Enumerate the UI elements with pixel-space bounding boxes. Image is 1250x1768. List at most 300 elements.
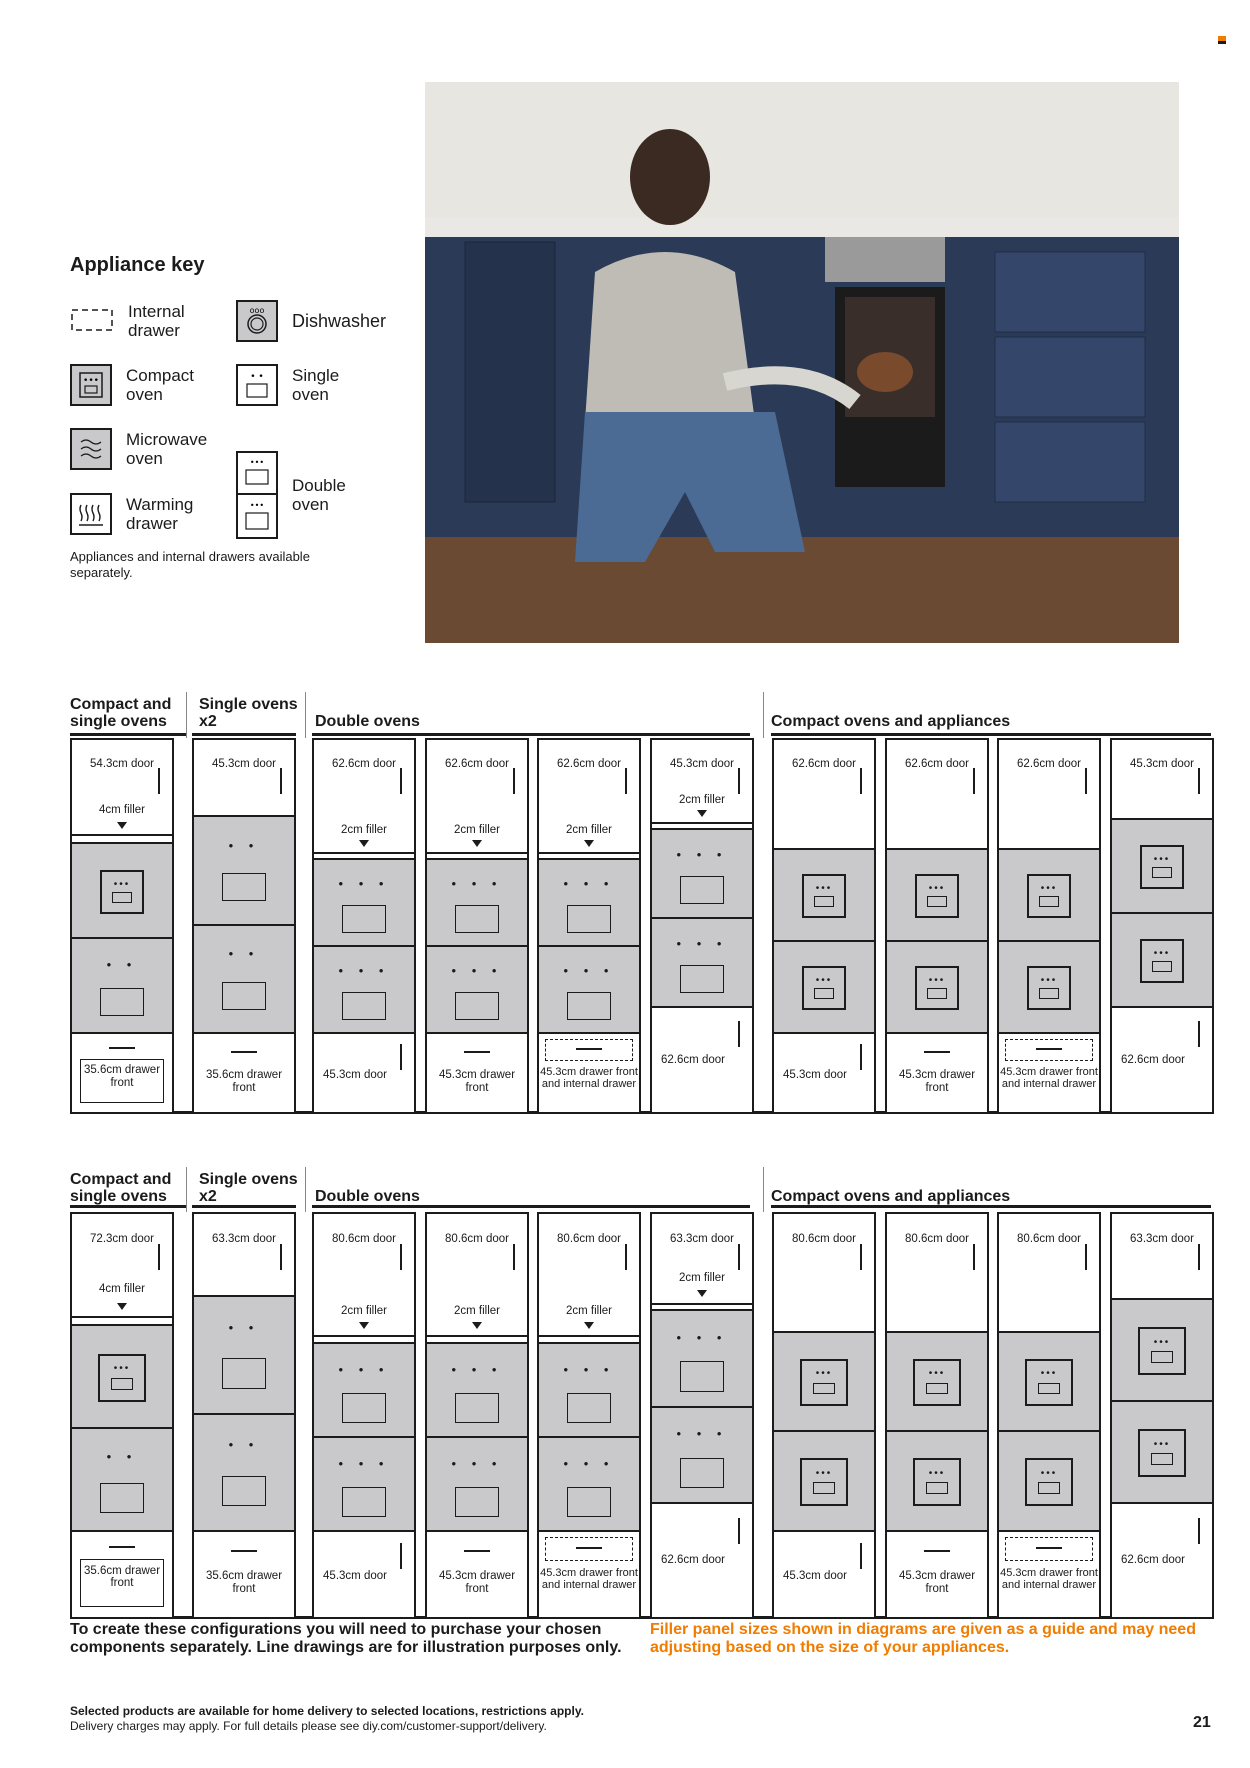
section-rule-3 <box>312 1205 750 1208</box>
door-handle <box>973 1244 975 1270</box>
key-dishwasher-label: Dishwasher <box>292 310 387 331</box>
filler-arrow-icon <box>697 810 707 817</box>
filler-strip <box>314 1335 414 1341</box>
oven-window <box>112 892 132 903</box>
control-dots: • • <box>106 957 138 972</box>
compact-oven-icon <box>1140 939 1184 983</box>
top-door-panel <box>194 740 294 815</box>
cabinet-column <box>312 738 416 1114</box>
section-rule-1 <box>70 1205 186 1208</box>
oven-window <box>927 988 947 999</box>
bottom-panel <box>72 1530 172 1621</box>
filler-label: 2cm filler <box>340 1304 387 1317</box>
top-door-label: 62.6cm door <box>332 758 396 770</box>
appliance-key-title: Appliance key <box>70 254 205 276</box>
brand-logo-icon <box>1218 36 1226 44</box>
appliance-2 <box>652 1406 752 1502</box>
control-dots: • • • <box>563 876 615 892</box>
section-divider-3 <box>763 1167 764 1212</box>
cabinet-column <box>312 1212 416 1619</box>
section-title-compact-ovens-appliances: Compact ovens and appliances <box>771 1188 1011 1205</box>
control-dots: • • • <box>676 1329 728 1345</box>
top-door-label: 80.6cm door <box>1017 1233 1081 1246</box>
door-handle <box>738 768 740 794</box>
top-door-panel <box>1112 740 1212 818</box>
internal-drawer-icon <box>545 1039 633 1061</box>
drawer-handle <box>231 1051 257 1053</box>
oven-window <box>455 1487 499 1517</box>
door-handle <box>973 768 975 794</box>
appliance-2 <box>194 924 294 1033</box>
appliance-1 <box>194 815 294 924</box>
bottom-label: 62.6cm door <box>661 1553 725 1566</box>
compact-oven-icon <box>1025 1458 1073 1506</box>
appliance-2 <box>887 940 987 1032</box>
control-dots: • • • <box>563 1361 615 1377</box>
door-handle <box>625 1244 627 1270</box>
top-door-label: 54.3cm door <box>90 758 154 770</box>
appliance-1 <box>427 858 527 945</box>
bottom-label: 45.3cm door <box>783 1570 847 1583</box>
control-dots: • • <box>106 1448 138 1464</box>
top-door-label: 72.3cm door <box>90 1233 154 1246</box>
control-dots: • • • <box>338 963 390 979</box>
oven-window <box>342 1487 386 1517</box>
compact-oven-icon <box>800 1458 848 1506</box>
delivery-fine-print <box>70 1704 584 1734</box>
oven-window <box>680 1458 724 1488</box>
drawer-handle <box>109 1546 135 1548</box>
filler-strip <box>72 834 172 842</box>
key-double-oven <box>236 451 412 539</box>
bottom-label: 62.6cm door <box>1121 1553 1185 1566</box>
filler-arrow-icon <box>359 1322 369 1329</box>
bottom-label: 45.3cm door <box>323 1570 387 1583</box>
control-dots: ••• <box>815 975 833 986</box>
cabinet-column <box>997 738 1101 1114</box>
top-door-panel <box>887 1214 987 1331</box>
oven-window <box>342 992 386 1020</box>
control-dots: • • • <box>338 1361 390 1377</box>
svg-text:•••: ••• <box>249 501 265 510</box>
bottom-panel <box>774 1032 874 1116</box>
bottom-panel <box>652 1006 752 1116</box>
top-door-label: 62.6cm door <box>557 758 621 770</box>
compact-oven-icon <box>98 1354 146 1402</box>
cabinet-column <box>997 1212 1101 1619</box>
compact-oven-icon <box>800 1359 848 1407</box>
appliance-2 <box>1112 912 1212 1006</box>
oven-window <box>222 982 266 1010</box>
oven-window <box>680 965 724 993</box>
control-dots: ••• <box>1040 975 1058 986</box>
bottom-panel <box>539 1530 639 1621</box>
top-door-panel <box>194 1214 294 1295</box>
kitchen-photo <box>425 82 1179 643</box>
section-title-double-ovens: Double ovens <box>315 713 420 730</box>
microwave-icon <box>70 428 112 470</box>
oven-window <box>1039 896 1059 907</box>
control-dots: ••• <box>815 883 833 894</box>
cabinet-column <box>70 1212 174 1619</box>
oven-window <box>814 896 834 907</box>
key-single-oven-label: Single oven <box>292 366 340 404</box>
oven-window <box>455 1393 499 1423</box>
key-internal-drawer <box>70 302 248 340</box>
top-door-label: 80.6cm door <box>792 1233 856 1246</box>
top-door-label: 62.6cm door <box>905 758 969 770</box>
internal-drawer-icon <box>1005 1039 1093 1061</box>
cabinet-column <box>650 1212 754 1619</box>
appliance-1 <box>774 848 874 940</box>
oven-window <box>680 1361 724 1391</box>
control-dots: • • • <box>338 876 390 892</box>
cabinet-column <box>885 738 989 1114</box>
door-handle <box>400 1244 402 1270</box>
control-dots: • • <box>228 1319 260 1335</box>
top-door-label: 45.3cm door <box>212 758 276 770</box>
appliance-2 <box>1112 1400 1212 1502</box>
appliance-1 <box>72 842 172 937</box>
svg-text:• •: • • <box>250 372 264 382</box>
oven-window <box>455 992 499 1020</box>
door-handle <box>738 1021 740 1047</box>
top-door-label: 80.6cm door <box>557 1233 621 1246</box>
control-dots: ••• <box>1153 854 1171 865</box>
cabinet-column <box>192 738 296 1114</box>
bottom-panel <box>652 1502 752 1621</box>
control-dots: • • • <box>676 935 728 951</box>
internal-drawer-icon <box>1005 1537 1093 1561</box>
top-door-label: 80.6cm door <box>905 1233 969 1246</box>
top-door-label: 80.6cm door <box>332 1233 396 1246</box>
bottom-panel <box>774 1530 874 1621</box>
door-handle <box>738 1244 740 1270</box>
door-handle <box>513 768 515 794</box>
footer-filler-note: Filler panel sizes shown in diagrams are given as a guide and may need adjusting based on the size of your appliances. <box>650 1621 1196 1656</box>
cabinet-column <box>537 1212 641 1619</box>
bottom-label: 62.6cm door <box>1121 1054 1185 1067</box>
key-dishwasher <box>236 300 412 342</box>
filler-arrow-icon <box>472 1322 482 1329</box>
bottom-label: 62.6cm door <box>661 1054 725 1067</box>
key-single-oven <box>236 364 412 406</box>
key-double-oven-label: Double oven <box>292 476 346 514</box>
door-handle <box>625 768 627 794</box>
control-dots: • • • <box>451 1361 503 1377</box>
oven-window <box>100 988 144 1016</box>
oven-window <box>455 905 499 933</box>
filler-label: 4cm filler <box>98 1283 145 1296</box>
oven-window <box>342 1393 386 1423</box>
section-rule-4 <box>771 733 1211 736</box>
compact-oven-icon <box>1025 1359 1073 1407</box>
top-door-label: 63.3cm door <box>212 1233 276 1246</box>
oven-window <box>567 1487 611 1517</box>
filler-arrow-icon <box>359 840 369 847</box>
oven-window <box>567 1393 611 1423</box>
appliance-2 <box>72 1427 172 1530</box>
control-dots: • • <box>228 1437 260 1453</box>
bottom-panel <box>427 1530 527 1621</box>
control-dots: ••• <box>815 1368 833 1380</box>
drawer-handle <box>924 1550 950 1552</box>
door-handle <box>738 1518 740 1544</box>
control-dots: ••• <box>928 1368 946 1380</box>
cabinet-column <box>537 738 641 1114</box>
oven-window <box>1038 1383 1060 1395</box>
cabinet-column <box>885 1212 989 1619</box>
section-title-double-ovens: Double ovens <box>315 1188 420 1205</box>
control-dots: • • • <box>676 1425 728 1441</box>
appliance-2 <box>194 1413 294 1530</box>
door-handle <box>158 1244 160 1270</box>
bottom-panel <box>1112 1006 1212 1116</box>
appliance-1 <box>194 1295 294 1412</box>
door-handle <box>280 1244 282 1270</box>
oven-window <box>1151 1453 1173 1465</box>
svg-text:•••: ••• <box>249 458 265 467</box>
drawer-handle <box>576 1048 602 1050</box>
top-door-panel <box>72 740 172 834</box>
control-dots: ••• <box>1153 948 1171 959</box>
compact-oven-icon <box>802 874 846 918</box>
cabinet-column <box>70 738 174 1114</box>
top-door-label: 62.6cm door <box>792 758 856 770</box>
bottom-panel <box>999 1530 1099 1621</box>
page-number: 21 <box>1193 1714 1211 1731</box>
appliance-1 <box>1112 1298 1212 1400</box>
top-door-panel <box>887 740 987 848</box>
control-dots: ••• <box>1040 1467 1058 1479</box>
appliance-1 <box>652 828 752 917</box>
compact-oven-icon <box>1027 874 1071 918</box>
internal-drawer-icon <box>545 1537 633 1561</box>
bottom-panel <box>539 1032 639 1116</box>
filler-arrow-icon <box>472 840 482 847</box>
key-compact-oven-label: Compact oven <box>126 366 195 404</box>
oven-window <box>222 1358 266 1388</box>
control-dots: • • • <box>451 1455 503 1471</box>
top-door-label: 62.6cm door <box>1017 758 1081 770</box>
oven-window <box>111 1378 133 1390</box>
control-dots: • • • <box>676 846 728 862</box>
compact-oven-icon <box>1140 845 1184 889</box>
appliance-1 <box>887 848 987 940</box>
control-dots: ••• <box>928 1467 946 1479</box>
bottom-label: 45.3cm drawer front <box>898 1570 976 1595</box>
appliance-2 <box>427 945 527 1032</box>
oven-window <box>926 1383 948 1395</box>
filler-strip <box>427 1335 527 1341</box>
control-dots: ••• <box>1153 1336 1171 1348</box>
top-door-label: 62.6cm door <box>445 758 509 770</box>
appliance-1 <box>539 1342 639 1436</box>
door-handle <box>860 1543 862 1569</box>
bottom-panel <box>314 1530 414 1621</box>
bottom-panel <box>1112 1502 1212 1621</box>
appliance-1 <box>427 1342 527 1436</box>
compact-oven-icon <box>1138 1429 1186 1477</box>
control-dots: • • <box>228 946 260 962</box>
key-microwave-oven-label: Microwave oven <box>126 430 208 468</box>
bottom-label: 45.3cm drawer front and internal drawer <box>1000 1566 1098 1592</box>
compact-oven-icon <box>913 1359 961 1407</box>
bottom-panel <box>427 1032 527 1116</box>
drawer-handle <box>576 1547 602 1549</box>
filler-label: 4cm filler <box>98 804 145 816</box>
appliance-1 <box>539 858 639 945</box>
oven-window <box>813 1482 835 1494</box>
appliance-2 <box>539 945 639 1032</box>
internal-drawer-icon <box>70 306 114 336</box>
control-dots: • • • <box>563 1455 615 1471</box>
control-dots: ••• <box>113 1363 131 1375</box>
appliance-2 <box>774 1430 874 1530</box>
bottom-panel <box>72 1032 172 1116</box>
top-door-label: 63.3cm door <box>1130 1233 1194 1246</box>
control-dots: • • • <box>338 1455 390 1471</box>
cabinet-column <box>1110 738 1214 1114</box>
control-dots: • • • <box>563 963 615 979</box>
oven-window <box>222 1476 266 1506</box>
section-title-single-ovens-x2: Single ovens x2 <box>199 696 298 730</box>
oven-window <box>1038 1482 1060 1494</box>
appliance-key-note: Appliances and internal drawers available separately. <box>70 549 310 580</box>
section-rule-1 <box>70 733 186 736</box>
filler-strip <box>72 1316 172 1325</box>
compact-oven-icon <box>915 966 959 1010</box>
drawer-handle <box>1036 1547 1062 1549</box>
top-door-panel <box>314 1214 414 1335</box>
top-door-panel <box>774 740 874 848</box>
oven-window <box>814 988 834 999</box>
filler-strip <box>652 1303 752 1309</box>
door-handle <box>280 768 282 794</box>
door-handle <box>1085 768 1087 794</box>
appliance-2 <box>652 917 752 1006</box>
bottom-label: 35.6cm drawer front <box>83 1064 161 1089</box>
compact-oven-icon <box>1027 966 1071 1010</box>
svg-text:ooo: ooo <box>249 306 265 315</box>
delivery-note-line1: Selected products are available for home delivery to selected locations, restrictions apply. <box>70 1704 584 1718</box>
oven-window <box>1151 1351 1173 1363</box>
oven-window <box>342 905 386 933</box>
top-door-panel <box>1112 1214 1212 1298</box>
drawer-handle <box>464 1051 490 1053</box>
bottom-panel <box>194 1530 294 1621</box>
single-oven-icon <box>236 364 278 406</box>
section-rule-4 <box>771 1205 1211 1208</box>
filler-label: 2cm filler <box>340 824 387 836</box>
cabinet-column <box>650 738 754 1114</box>
appliance-1 <box>314 858 414 945</box>
cabinet-column <box>425 738 529 1114</box>
bottom-label: 45.3cm drawer front <box>898 1069 976 1094</box>
appliance-1 <box>887 1331 987 1431</box>
bottom-label: 45.3cm drawer front and internal drawer <box>540 1566 638 1592</box>
top-door-label: 45.3cm door <box>1130 758 1194 770</box>
oven-window <box>1152 867 1172 878</box>
control-dots: ••• <box>928 883 946 894</box>
cabinet-column <box>1110 1212 1214 1619</box>
section-title-compact-single-ovens: Compact and single ovens <box>70 696 172 730</box>
bottom-label: 35.6cm drawer front <box>83 1564 161 1590</box>
door-handle <box>1198 1244 1200 1270</box>
key-warming-drawer <box>70 493 246 535</box>
door-handle <box>1198 1518 1200 1544</box>
compact-oven-icon <box>70 364 112 406</box>
drawer-handle <box>464 1550 490 1552</box>
appliance-2 <box>427 1436 527 1530</box>
bottom-label: 45.3cm door <box>323 1069 387 1082</box>
filler-label: 2cm filler <box>565 824 612 836</box>
top-door-label: 45.3cm door <box>670 758 734 770</box>
appliance-2 <box>999 940 1099 1032</box>
top-door-panel <box>999 740 1099 848</box>
appliance-1 <box>72 1324 172 1427</box>
section-divider-2 <box>305 692 306 738</box>
warming-drawer-icon <box>70 493 112 535</box>
door-handle <box>860 1244 862 1270</box>
door-handle <box>1085 1244 1087 1270</box>
bottom-panel <box>999 1032 1099 1116</box>
door-handle <box>860 1044 862 1070</box>
bottom-label: 35.6cm drawer front <box>205 1570 283 1595</box>
top-door-panel <box>539 1214 639 1335</box>
drawer-handle <box>1036 1048 1062 1050</box>
section-divider-1 <box>186 692 187 738</box>
top-door-panel <box>999 1214 1099 1331</box>
bottom-label: 45.3cm drawer front and internal drawer <box>1000 1065 1098 1091</box>
oven-window <box>813 1383 835 1395</box>
compact-oven-icon <box>100 870 144 914</box>
oven-window <box>100 1483 144 1513</box>
cabinet-column <box>425 1212 529 1619</box>
door-handle <box>513 1244 515 1270</box>
door-handle <box>400 1044 402 1070</box>
svg-text:•••: ••• <box>83 376 99 386</box>
door-handle <box>400 768 402 794</box>
section-rule-2 <box>192 1205 296 1208</box>
section-rule-3 <box>312 733 750 736</box>
bottom-label: 35.6cm drawer front <box>205 1069 283 1094</box>
appliance-1 <box>1112 818 1212 912</box>
top-door-panel <box>774 1214 874 1331</box>
filler-arrow-icon <box>117 1303 127 1310</box>
control-dots: ••• <box>1040 1368 1058 1380</box>
cabinet-column <box>772 1212 876 1619</box>
appliance-2 <box>314 1436 414 1530</box>
filler-label: 2cm filler <box>453 1304 500 1317</box>
section-title-compact-ovens-appliances: Compact ovens and appliances <box>771 713 1011 730</box>
oven-window <box>567 905 611 933</box>
top-door-panel <box>72 1214 172 1316</box>
compact-oven-icon <box>915 874 959 918</box>
control-dots: ••• <box>1153 1438 1171 1450</box>
door-handle <box>400 1543 402 1569</box>
appliance-1 <box>774 1331 874 1431</box>
oven-window <box>1039 988 1059 999</box>
filler-label: 2cm filler <box>453 824 500 836</box>
key-internal-drawer-label: Internal drawer <box>128 302 185 340</box>
dishwasher-icon <box>236 300 278 342</box>
oven-window <box>222 873 266 901</box>
oven-window <box>680 876 724 904</box>
compact-oven-icon <box>913 1458 961 1506</box>
appliance-1 <box>999 1331 1099 1431</box>
bottom-label: 45.3cm drawer front and internal drawer <box>540 1065 638 1091</box>
